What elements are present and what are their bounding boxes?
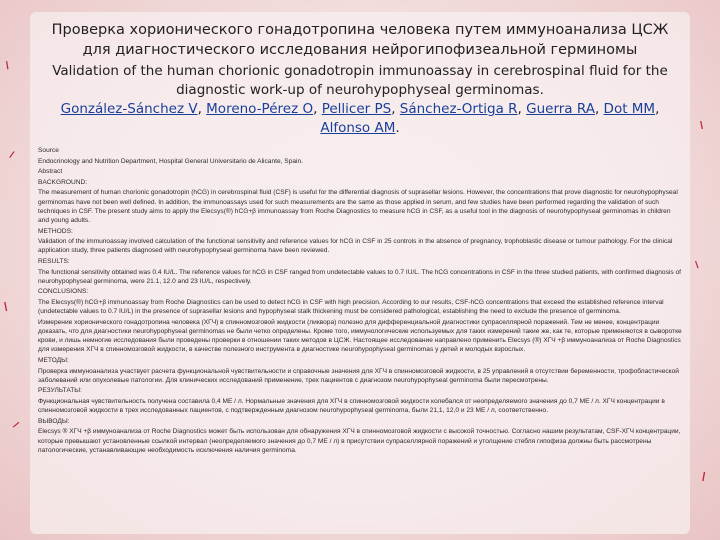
author-link[interactable]: Moreno-Pérez O xyxy=(206,101,314,117)
abstract-paragraph: Elecsys ® ХГЧ +β иммуноанализа от Roche Diagnostics может быть использован для обнаружения ХГЧ в спинномозговой жидкости с высокой точностью. Согласно нашим результатам, CSF-ХГЧ концентрации, которые превышают установленные ссылкой интервал (неопределяемого значения до 0,7 МЕ / л) в присутствии супраселлярной поражений и утолщение стебля гипофиза должны быть рассмотрены патологические, устанавливающие необходимость исключения наличия germinoma. xyxy=(38,428,681,454)
author-separator: , xyxy=(313,101,322,117)
decorative-mark: \ xyxy=(700,120,704,132)
author-separator: , xyxy=(517,101,527,117)
abstract-paragraph: Endocrinology and Nutrition Department, Hospital General Universitario de Alicante, Spain. xyxy=(38,157,303,165)
abstract-paragraph: Измерение хорионического гонадотропина человека (ХГЧ) в спинномозговой жидкости (ликвора) полезно для дифференциальной диагностики супраселлярной поражений. Тем не менее, концентрации доказать, что для диагностики neurohypophyseal germinomas не были четко определены. Кроме того, иммунологические используемых для таких измерений такие же, как те, которые применяются в сыворотке крови, и лишь немногие исследования были проведены проверки в отношении таких методов в ЦСЖ. Настоящее исследование направлено применить Elecsys (®) ХГЧ +β иммуноанализа от Roche Diagnostics для измерения ХГЧ в спинномозговой жидкости, в качестве полезного инструмента в диагностике neurohypophyseal germinomas у детей и молодых взрослых. xyxy=(38,318,682,354)
abstract-paragraph: RESULTS: xyxy=(38,257,70,265)
abstract-paragraph: РЕЗУЛЬТАТЫ: xyxy=(38,387,82,395)
abstract-paragraph: CONCLUSIONS: xyxy=(38,288,89,296)
author-link[interactable]: Alfonso AM xyxy=(320,120,396,136)
author-separator: . xyxy=(395,120,400,136)
abstract-paragraph: BACKGROUND: xyxy=(38,178,88,186)
author-link[interactable]: Guerra RA xyxy=(526,101,595,117)
abstract-paragraph: МЕТОДЫ: xyxy=(38,356,69,364)
abstract-paragraph: ВЫВОДЫ: xyxy=(38,417,70,425)
abstract-paragraph: The measurement of human chorionic gonadotropin (hCG) in cerebrospinal fluid (CSF) is useful for the differential diagnosis of suprasellar lesions. However, the concentrations that prove diagnostic for neurohypophyseal germinomas have not been well defined. In addition, the immunoassays used for such measurements are the same as those applied in serum, and few studies have been performed regarding the validation of such techniques in CSF. The present study aims to apply the Elecsys(®) hCG+β immunoassay from Roche Diagnostics to measure hCG in CSF, as a useful tool in the diagnosis of neurohypophyseal germinomas in children and young adults. xyxy=(38,189,678,224)
author-link[interactable]: Dot MM xyxy=(603,101,656,117)
title-english: Validation of the human chorionic gonadotropin immunoassay in cerebrospinal fluid for the diagnostic work-up of neurohypophyseal germinomas. xyxy=(52,63,668,98)
abstract-paragraph: Функциональная чувствительность получена составила 0,4 МЕ / л. Нормальные значения для ХГЧ в спинномозговой жидкости колебался от неопределяемого значения до 0,7 МЕ / л. ХГЧ концентрации в спинномозговой жидкости в трех исследованных пациентов, с подтвержденным диагнозом neurohypophyseal germinoma, были 21,1, 12,0 и 23 МЕ / л, соответственно. xyxy=(38,397,665,415)
abstract-paragraph: The Elecsys(®) hCG+β immunoassay from Roche Diagnostics can be used to detect hCG in CSF with high precision. According to our results, CSF-hCG concentrations that exceed the established reference interval (undetectable values to 0.7 IU/L) in the presence of suprasellar lesions and hypophyseal stalk thickening must be considered pathological, establishing the need to exclude the presence of germinoma. xyxy=(38,298,664,316)
content-panel xyxy=(30,12,690,534)
abstract-paragraph: Source xyxy=(38,147,59,154)
abstract-paragraph: METHODS: xyxy=(38,227,73,235)
abstract-paragraph: Проверка иммуноанализа участвует расчета функциональной чувствительности и справочные значения для ХГЧ в спинномозговой жидкости, в 25 управлений в отсутствии беременности, трофобластической заболеваний или опухолевые патологии. Для клинических исследований применение, трех пациентов с диагнозом neurohypophyseal germinoma были пересмотрены. xyxy=(38,367,679,384)
abstract-russian xyxy=(38,318,682,455)
author-link[interactable]: González-Sánchez V xyxy=(60,101,198,117)
abstract-paragraph: The functional sensitivity obtained was 0.4 IU/L. The reference values for hCG in CSF ranged from undetectable values to 0.7 IU/L. The hCG concentrations in CSF in the three studied patients, with confirmed diagnosis of neurohypophyseal germinoma, were 21.1, 12.0 and 23 IU/L, respectively. xyxy=(38,268,681,285)
abstract-english xyxy=(38,146,682,316)
decorative-mark: \ xyxy=(4,300,8,314)
author-separator: , xyxy=(655,101,660,117)
title-russian: Проверка хорионического гонадотропина человека путем иммуноанализа ЦСЖ для диагностического исследования нейрогипофизеальной герминомы xyxy=(51,22,669,58)
decorative-mark: / xyxy=(702,470,706,484)
author-list xyxy=(38,100,682,138)
author-separator: , xyxy=(197,101,207,117)
author-link[interactable]: Pellicer PS xyxy=(321,101,392,117)
author-separator: , xyxy=(594,101,604,117)
abstract-paragraph: Validation of the immunoassay involved calculation of the functional sensitivity and reference values for hCG in CSF in 25 controls in the absence of pregnancy, trophoblastic disease or tumour pathology. For the clinical application study, three patients diagnosed with neurohypophyseal germinoma have been reviewed. xyxy=(38,238,673,255)
author-separator: , xyxy=(391,101,400,117)
author-link[interactable]: Sánchez-Ortiga R xyxy=(399,101,518,117)
abstract-paragraph: Abstract xyxy=(38,168,63,176)
decorative-mark: / xyxy=(7,149,15,162)
decorative-mark: / xyxy=(693,260,702,271)
decorative-mark: / xyxy=(4,59,12,73)
decorative-mark: / xyxy=(10,420,20,431)
